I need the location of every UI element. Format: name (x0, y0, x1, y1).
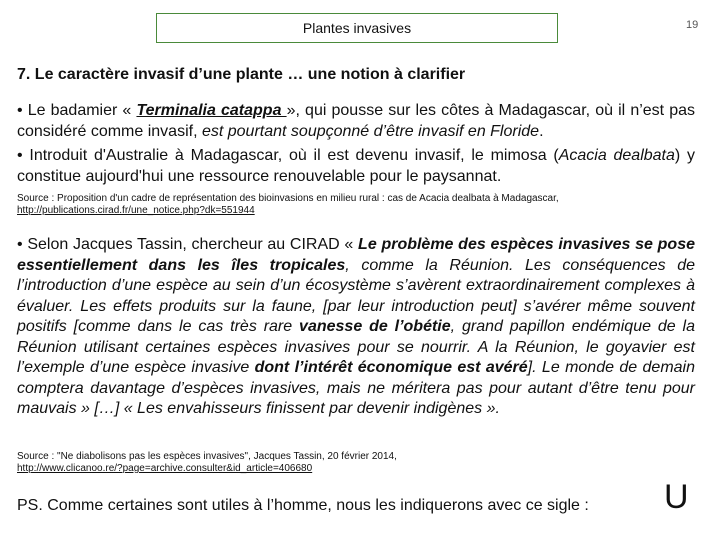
paragraph-mimosa: • Introduit d'Australie à Madagascar, où il est devenu invasif, le mimosa (Acacia dealbata) y constitue aujourd'hui une ressource renouvelable pour le paysannat. (17, 147, 696, 185)
paragraph-tassin-quote: • Selon Jacques Tassin, chercheur au CIRAD « Le problème des espèces invasives se pose essentiellement dans les îles tropicales, comme la Réunion. Les conséquences de l’introduction d’une espèce au sein d’un écosystème s’avèrent extraordinairement complexes à évaluer. Les effets produits sur la faune, [par leur introduction peut] s’avérer même souvent positifs [comme dans le cas très rare vanesse de l’obétie, grand papillon endémique de la Réunion utilisant certaines espèces invasives pour se nourrir. A la Réunion, le goyavier est l’exemple d’une espèce invasive dont l’intérêt économique est avéré]. Le monde de demain comptera davantage d’espèces invasives, mais ne méritera pas pour autant d’être tenu pour mauvais » […] « Les envahisseurs finissent par devenir indigènes ». (17, 236, 696, 417)
species-acacia: Acacia dealbata (558, 147, 675, 164)
paragraph-badamier: • Le badamier « Terminalia catappa », qui pousse sur les côtes à Madagascar, où il n’est pas considéré comme invasif, est pourtant soupçonné d’être invasif en Floride. (17, 102, 696, 140)
source-link-1[interactable]: http://publications.cirad.fr/une_notice.php?dk=551944 (17, 205, 255, 216)
page-number: 19 (686, 19, 699, 31)
postscript-note: PS. Comme certaines sont utiles à l’homme, nous les indiquerons avec ce sigle : (17, 497, 589, 514)
species-terminalia: Terminalia catappa (136, 102, 287, 119)
source-link-2[interactable]: http://www.clicanoo.re/?page=archive.consulter&id_article=406680 (17, 463, 313, 474)
section-heading: 7. Le caractère invasif d’une plante … une notion à clarifier (17, 66, 466, 83)
source-note-1: Source : Proposition d'un cadre de représentation des bioinvasions en milieu rural : cas de Acacia dealbata à Madagascar, http://publications.cirad.fr/une_notice.php?dk=551944 (17, 193, 559, 216)
emphasis-vanesse: vanesse de l’obétie (299, 318, 451, 335)
useful-plant-sigil: U (664, 478, 689, 516)
emphasis-interet-economique: dont l’intérêt économique est avéré (254, 359, 528, 376)
source-note-2: Source : "Ne diabolisons pas les espèces invasives", Jacques Tassin, 20 février 2014, http://www.clicanoo.re/?page=archive.consulter&id_article=406680 (17, 451, 397, 474)
slide-title: Plantes invasives (302, 20, 412, 36)
emphasis-iles-tropicales: Le problème des espèces invasives se pose essentiellement dans les îles tropicales (17, 236, 696, 274)
slide-title-box (156, 13, 558, 43)
